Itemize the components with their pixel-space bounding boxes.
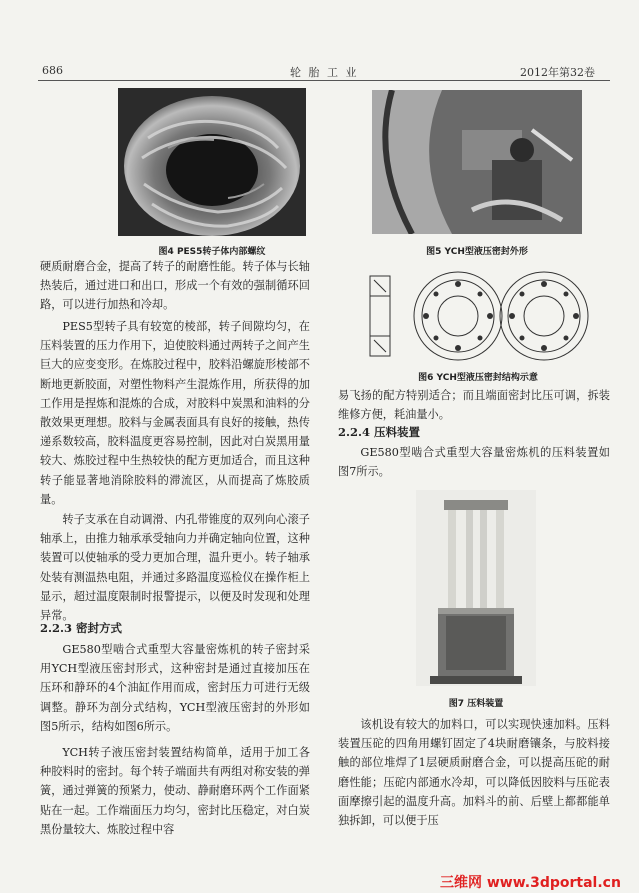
body-paragraph: GE580型啮合式重型大容量密炼机的压料装置如图7所示。 bbox=[338, 446, 610, 479]
watermark-text: 三维网 www.3dportal.cn bbox=[440, 875, 621, 891]
figure-7-photo bbox=[416, 490, 536, 686]
body-paragraph: 转子支承在自动调滑、内孔带锥度的双列向心滚子轴承上，由推力轴承承受轴向力并确定轴向位置，这种装置可以使轴承的受力更加合理，温升更小。转子轴承处装有测温热电阻，并通过多路温度巡检仪在操作柜上显示，超过温度限制时报警提示，以便及时发现和处理异常。 bbox=[40, 513, 310, 623]
body-paragraph: 硬质耐磨合金，提高了转子的耐磨性能。转子体与长轴热装后，通过进口和出口，形成一个有效的强制循环回路，可以进行加热和冷却。 bbox=[40, 260, 310, 312]
body-paragraph: YCH转子液压密封装置结构简单，适用于加工各种胶料时的密封。每个转子端面共有两组对称安装的弹簧，通过弹簧的预紧力，使动、静耐磨环两个工作面紧贴在一起。工作端面压力均匀，密封比压稳定，对白炭黑份量较大、炼胶过程中容 bbox=[40, 746, 310, 836]
body-paragraph: 易飞扬的配方特别适合；而且端面密封比压可调，拆装维修方便，耗油量小。 bbox=[338, 389, 610, 422]
body-paragraph: 该机设有较大的加料口，可以实现快速加料。压料装置压砣的四角用螺钉固定了4块耐磨镶条，与胶料接触的部位堆焊了1层硬质耐磨合金，可以提高压砣的耐磨性能；压砣内部通水冷却，可以降低因胶料与压砣表面摩擦引起的温度升高。加料斗的前、后壁上都都能单独拆卸，可以便于压 bbox=[338, 718, 610, 828]
volume-info: 2012年第32卷 bbox=[520, 66, 595, 79]
figure-5-caption: 图5 YCH型液压密封外形 bbox=[426, 247, 528, 257]
figure-4-photo bbox=[118, 88, 306, 236]
body-paragraph: PES5型转子具有较宽的棱部，转子间隙均匀，在压料装置的压力作用下，迫使胶料通过两转子之间产生巨大的应变变形。在炼胶过程中，胶料沿螺旋形棱部不断地更新胶面，对塑性物料产生混炼作用，所获得的加工作用是捏炼和混炼的合成，对胶料中炭黑和油料的分散效果更理想。胶料与金属表面具有良好的接触，热传递系数较高，胶料温度更容易控制，因此对白炭黑用量较大、炼胶过程中生热较快的配方更加适合，而且这种转子能显著地消除胶料的滞流区，从而提高了炼胶质量。 bbox=[40, 320, 310, 506]
page-number: 686 bbox=[42, 64, 63, 77]
body-paragraph: GE580型啮合式重型大容量密炼机的转子密封采用YCH型液压密封形式，这种密封是通过直接加压在压环和静环的4个油缸作用而成，密封压力可进行无级调整。静环为剖分式结构，YCH型液压密封的外形如图5所示，结构如图6所示。 bbox=[40, 643, 310, 733]
figure-6-caption: 图6 YCH型液压密封结构示意 bbox=[418, 373, 538, 383]
section-heading: 2.2.4 压料装置 bbox=[338, 425, 421, 439]
figure-7-caption: 图7 压料装置 bbox=[448, 699, 504, 709]
figure-6-diagram bbox=[366, 266, 590, 366]
figure-4-caption: 图4 PES5转子体内部螺纹 bbox=[158, 247, 266, 257]
header-rule bbox=[38, 80, 610, 81]
section-heading: 2.2.3 密封方式 bbox=[40, 621, 123, 635]
figure-5-photo bbox=[372, 90, 582, 234]
journal-title: 轮 胎 工 业 bbox=[290, 66, 359, 79]
